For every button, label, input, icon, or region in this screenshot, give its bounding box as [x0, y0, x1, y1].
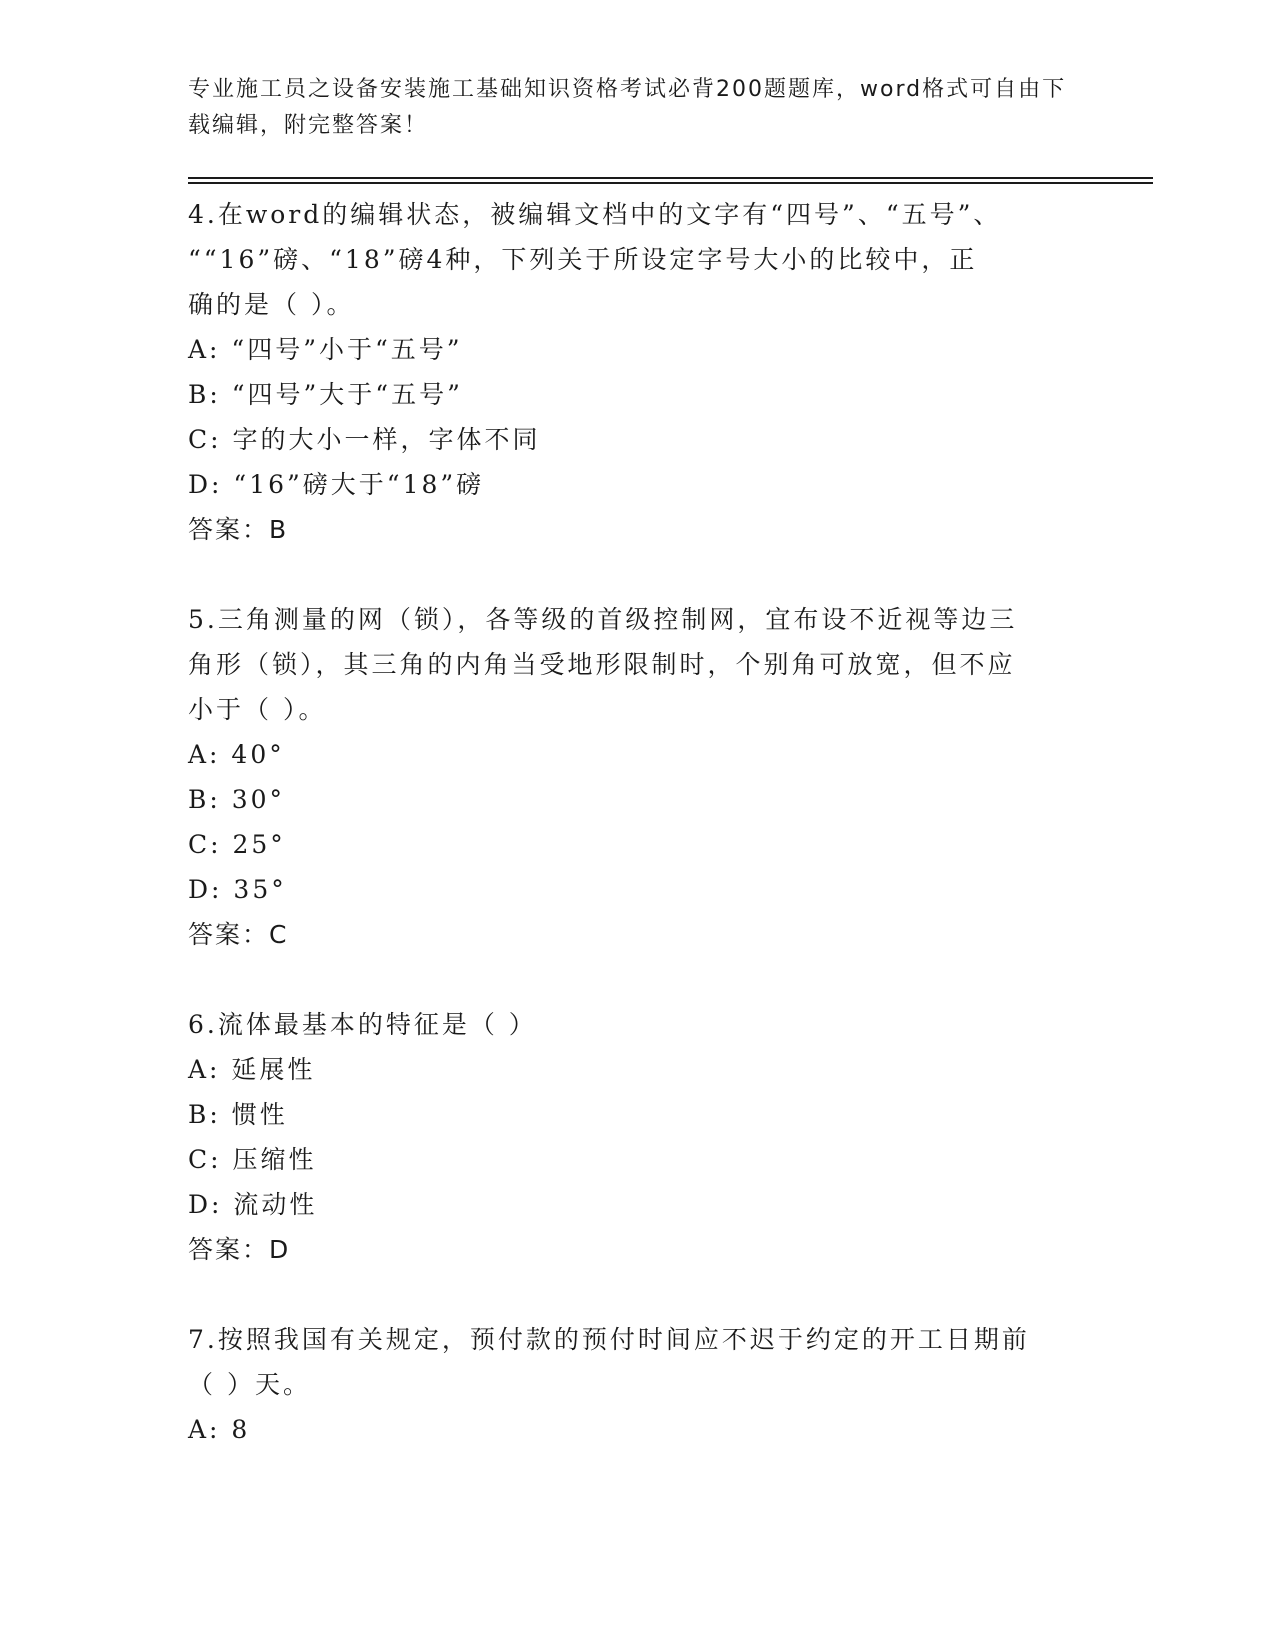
header-rule-top	[188, 177, 1153, 179]
header-rule-bottom	[188, 182, 1153, 184]
question-6-option-d: D: 流动性	[188, 1190, 318, 1219]
question-5-option-d: D: 35°	[188, 875, 287, 904]
question-4-line-1: 4.在word的编辑状态，被编辑文档中的文字有“四号”、“五号”、	[188, 200, 1002, 229]
question-4-option-d: D: “16”磅大于“18”磅	[188, 470, 485, 499]
question-5-option-a: A: 40°	[188, 740, 285, 769]
header-title: 专业施工员之设备安装施工基础知识资格考试必背200题题库，word格式可自由下载编辑，附完整答案！	[188, 77, 1067, 138]
question-7-option-a: A: 8	[188, 1415, 251, 1444]
question-6-option-b: B: 惯性	[188, 1100, 288, 1129]
question-5-option-c: C: 25°	[188, 830, 286, 859]
question-4-line-2: ““16”磅、“18”磅4种，下列关于所设定字号大小的比较中，正	[188, 245, 978, 274]
question-6-option-a: A: 延展性	[188, 1055, 316, 1084]
question-5-answer: 答案：C	[188, 920, 289, 949]
question-4-answer: 答案：B	[188, 515, 289, 544]
question-4-line-3: 确的是（ ）。	[188, 290, 355, 319]
question-7-line-1: 7.按照我国有关规定，预付款的预付时间应不迟于约定的开工日期前	[188, 1325, 1030, 1354]
question-4-option-c: C: 字的大小一样，字体不同	[188, 425, 541, 454]
question-5-line-1: 5.三角测量的网（锁），各等级的首级控制网，宜布设不近视等边三	[188, 605, 1018, 634]
question-5-line-3: 小于（ ）。	[188, 695, 327, 724]
question-6-option-c: C: 压缩性	[188, 1145, 317, 1174]
question-5-line-2: 角形（锁），其三角的内角当受地形限制时，个别角可放宽，但不应	[188, 650, 1016, 679]
question-7-line-2: （ ）天。	[188, 1370, 311, 1399]
question-4-option-b: B: “四号”大于“五号”	[188, 380, 463, 409]
question-5-option-b: B: 30°	[188, 785, 286, 814]
question-6-answer: 答案：D	[188, 1235, 291, 1264]
page-header	[188, 72, 1068, 144]
question-6-line-1: 6.流体最基本的特征是（ ）	[188, 1010, 537, 1039]
question-4-option-a: A: “四号”小于“五号”	[188, 335, 463, 364]
